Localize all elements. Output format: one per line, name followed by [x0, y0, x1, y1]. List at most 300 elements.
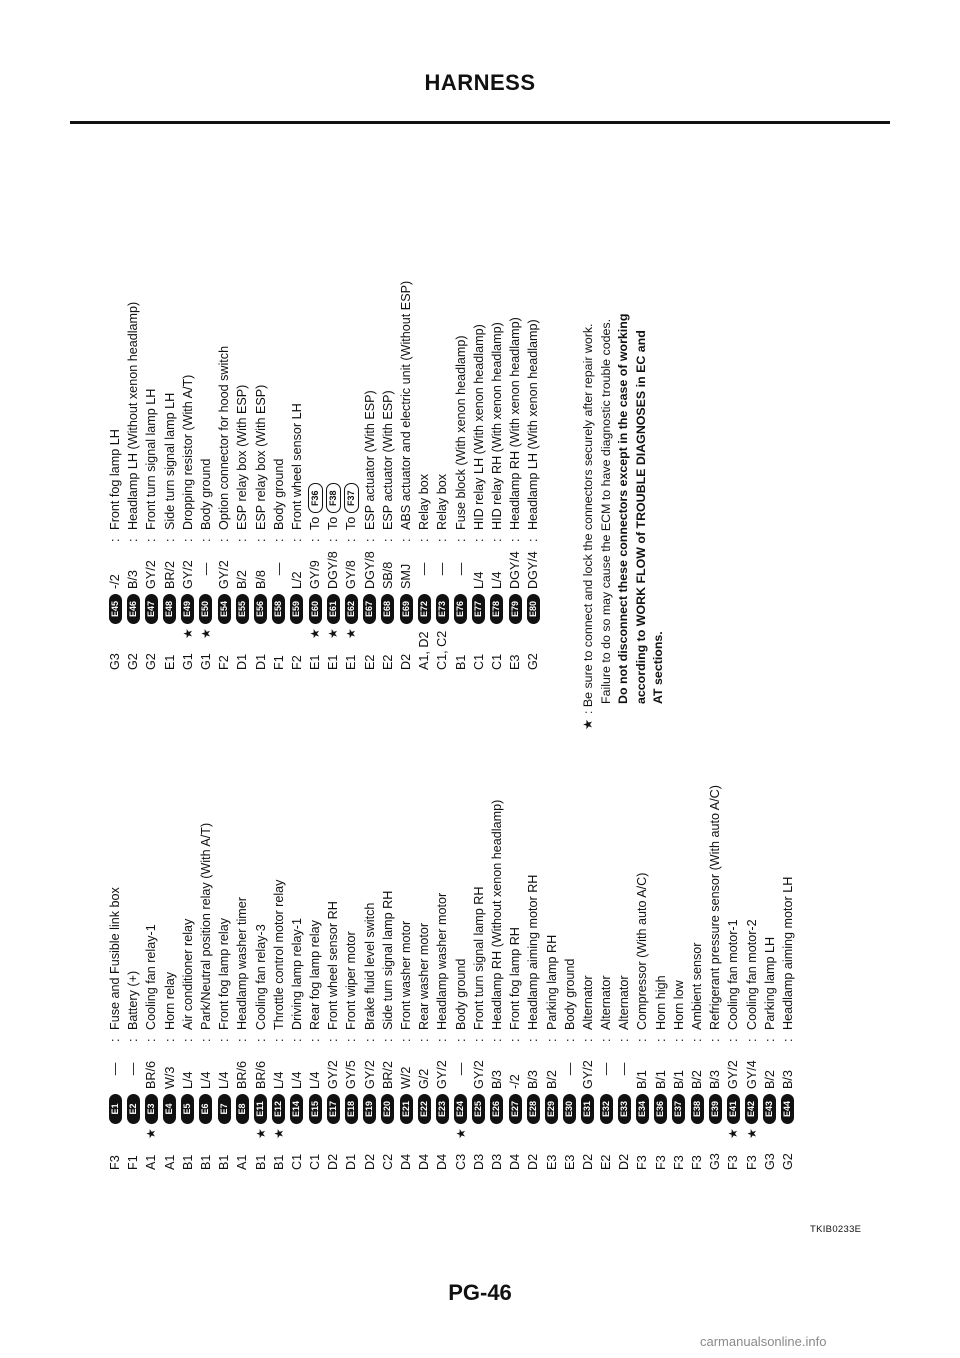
description-text: Headlamp RH (Without xenon headlamp)	[489, 799, 504, 1030]
connector-badge: E78	[490, 594, 503, 624]
grid-location: F3	[635, 1155, 650, 1170]
connector-badge: E24	[454, 1094, 467, 1124]
wire-spec: BR/2	[162, 561, 177, 589]
separator: :	[399, 1038, 413, 1042]
grid-location: F3	[690, 1155, 704, 1170]
grid-location: E1	[326, 654, 341, 670]
connector-description	[488, 322, 506, 530]
connector-badge: E69	[400, 594, 413, 624]
grid-location: E3	[508, 654, 523, 670]
description-text: ESP actuator (With ESP)	[362, 390, 377, 530]
wire-spec: L/4	[289, 1071, 304, 1089]
connector-description	[415, 474, 433, 530]
description-text: Headlamp aiming motor LH	[780, 876, 795, 1030]
connector-badge: E28	[527, 1094, 540, 1124]
separator: :	[144, 1038, 159, 1042]
description-text: Cooling fan relay-1	[144, 924, 159, 1030]
star-icon: ★	[271, 1128, 286, 1139]
grid-location: C3	[453, 1153, 468, 1170]
connector-description	[324, 901, 342, 1030]
description-text: Front fog lamp RH	[508, 927, 523, 1030]
grid-location: G3	[108, 653, 122, 670]
connector-description	[270, 880, 288, 1030]
separator: :	[671, 1038, 686, 1042]
grid-location: E2	[362, 654, 377, 670]
description-text: Headlamp aiming motor RH	[526, 874, 541, 1030]
wire-spec: DGY/4	[526, 551, 541, 589]
separator: :	[144, 538, 159, 542]
header-rule	[70, 121, 890, 124]
connector-badge: E22	[418, 1094, 431, 1124]
connector-description	[252, 924, 270, 1030]
separator: :	[635, 1038, 650, 1042]
separator: :	[471, 538, 486, 542]
separator: :	[471, 1038, 486, 1042]
connector-description	[706, 785, 724, 1030]
separator: :	[744, 1038, 759, 1042]
grid-location: F1	[271, 655, 286, 670]
wire-spec: GY/2	[726, 1060, 741, 1089]
connector-description	[688, 943, 706, 1031]
separator: :	[417, 1038, 432, 1042]
connector-description	[124, 971, 142, 1030]
connector-badge: E18	[345, 1094, 358, 1124]
wire-spec: GY/8	[344, 560, 359, 589]
connector-description	[397, 921, 415, 1030]
grid-location: G3	[762, 1153, 777, 1170]
watermark: carmanualsonline.info	[700, 1334, 827, 1349]
grid-location: E3	[562, 1154, 577, 1170]
description-text: Headlamp washer motor	[435, 892, 450, 1030]
description-text: Air conditioner relay	[180, 918, 195, 1030]
connector-badge: E61	[327, 594, 340, 624]
wire-spec: GY/4	[744, 1060, 759, 1089]
grid-location: F3	[653, 1155, 668, 1170]
wire-spec: DGY/8	[326, 551, 341, 589]
connector-description	[379, 891, 397, 1030]
wire-spec: GY/5	[344, 1060, 359, 1089]
separator: :	[162, 1038, 177, 1042]
connector-description	[543, 935, 561, 1030]
connector-description	[270, 459, 288, 530]
wire-spec: B/3	[126, 570, 141, 589]
wire-spec: GY/2	[580, 1060, 595, 1089]
connector-description	[306, 920, 324, 1030]
connector-badge: E47	[145, 594, 158, 624]
separator: :	[562, 1038, 577, 1042]
separator: :	[326, 538, 341, 542]
connector-description	[179, 375, 197, 530]
wire-spec: —	[562, 1062, 577, 1076]
connector-description	[433, 893, 451, 1030]
star-icon: ★	[144, 1128, 159, 1139]
separator: :	[344, 1038, 359, 1042]
description-text: Cooling fan relay-3	[253, 924, 268, 1030]
description-text: Side turn signal lamp RH	[380, 890, 395, 1030]
connector-badge: E15	[309, 1094, 322, 1124]
wire-spec: DGY/8	[362, 551, 377, 589]
grid-location: E2	[599, 1154, 614, 1170]
star-icon: ★	[180, 628, 195, 639]
note-line: AT sections.	[651, 631, 666, 704]
connector-badge: E1	[109, 1094, 122, 1124]
grid-location: C1, C2	[435, 630, 450, 670]
separator: :	[326, 1038, 341, 1042]
description-text: ESP relay box (With ESP)	[235, 384, 250, 530]
description-text: Front wiper motor	[344, 931, 359, 1030]
description-text: Alternator	[599, 975, 614, 1030]
separator: :	[271, 538, 286, 542]
connector-badge: E36	[654, 1094, 667, 1124]
grid-location: G3	[708, 1153, 723, 1170]
connector-badge: E38	[691, 1094, 704, 1124]
grid-location: D4	[508, 1153, 523, 1170]
grid-location: E2	[380, 654, 395, 670]
star-icon: ★	[726, 1128, 741, 1139]
grid-location: D2	[617, 1153, 632, 1170]
connector-description	[324, 483, 342, 530]
wire-spec: GY/2	[435, 1060, 450, 1089]
connector-badge: E21	[400, 1094, 413, 1124]
connector-description	[743, 919, 761, 1030]
connector-badge: E80	[527, 594, 540, 624]
connector-badge: E7	[218, 1094, 231, 1124]
grid-location: D2	[326, 1153, 341, 1170]
grid-location: D1	[344, 1153, 359, 1170]
grid-location: G2	[126, 653, 141, 670]
grid-location: B1	[198, 1154, 213, 1170]
description-text: Parking lamp LH	[762, 936, 777, 1030]
connector-badge: E77	[472, 594, 485, 624]
connector-badge: E25	[472, 1094, 485, 1124]
grid-location: F3	[726, 1155, 741, 1170]
wire-spec: L/4	[308, 1071, 323, 1089]
description-text: To	[326, 516, 341, 530]
separator: :	[271, 1038, 286, 1042]
grid-location: F2	[217, 655, 232, 670]
connector-description	[579, 975, 597, 1030]
connector-badge: E8	[236, 1094, 249, 1124]
connector-description	[361, 390, 379, 530]
separator: :	[217, 538, 232, 542]
note-line: Do not disconnect these connectors except in the case of working	[616, 313, 631, 704]
connector-badge: E30	[563, 1094, 576, 1124]
separator: :	[580, 1038, 595, 1042]
description-text: Horn low	[671, 980, 686, 1030]
note-line: : Be sure to connect and lock the connectors securely after repair work.	[581, 323, 595, 714]
wire-spec: —	[599, 1062, 614, 1076]
connector-badge: E34	[636, 1094, 649, 1124]
grid-location: A1	[144, 1154, 159, 1170]
wire-spec: B/3	[780, 1070, 795, 1089]
separator: :	[489, 538, 504, 542]
grid-location: F1	[126, 1155, 141, 1170]
wire-spec: GY/2	[362, 1060, 377, 1089]
wire-spec: —	[617, 1062, 632, 1076]
grid-location: C2	[380, 1153, 395, 1170]
connector-badge: E12	[272, 1094, 285, 1124]
connector-badge: E41	[727, 1094, 740, 1124]
description-text: Body ground	[453, 958, 468, 1030]
wire-spec: B/3	[708, 1070, 723, 1089]
description-text: Fuse and Fusible link box	[108, 887, 122, 1030]
wire-spec: B/1	[653, 1070, 668, 1089]
description-text: Park/Neutral position relay (With A/T)	[198, 822, 213, 1030]
page-number: PG-46	[448, 1280, 512, 1305]
connector-description	[197, 459, 215, 530]
wire-spec: —	[417, 562, 432, 576]
description-text: Driving lamp relay-1	[289, 918, 304, 1030]
grid-location: G2	[144, 653, 159, 670]
grid-location: C1	[471, 653, 486, 670]
separator: :	[180, 1038, 195, 1042]
description-text: Headlamp LH (With xenon headlamp)	[526, 319, 541, 530]
connector-description	[415, 923, 433, 1030]
grid-location: D2	[362, 1153, 377, 1170]
connector-badge: E56	[254, 594, 267, 624]
grid-location: D3	[489, 1153, 504, 1170]
connector-badge: E2	[127, 1094, 140, 1124]
connector-description	[452, 335, 470, 530]
wire-spec: B/3	[489, 1070, 504, 1089]
connector-description	[252, 385, 270, 530]
separator: :	[380, 538, 395, 542]
description-text: Horn relay	[162, 971, 177, 1030]
separator: :	[417, 538, 432, 542]
connector-badge: E60	[309, 594, 322, 624]
separator: :	[453, 1038, 468, 1042]
connector-description	[433, 474, 451, 530]
connector-description	[142, 389, 160, 530]
connector-badge: E76	[454, 594, 467, 624]
note-line: according to WORK FLOW of TROUBLE DIAGNOSES in EC and	[633, 330, 648, 704]
connector-badge: E29	[545, 1094, 558, 1124]
wire-spec: GY/2	[180, 560, 195, 589]
description-text: Alternator	[580, 975, 595, 1030]
grid-location: G1	[180, 653, 195, 670]
connector-badge: E72	[418, 594, 431, 624]
separator: :	[180, 538, 195, 542]
connector-badge: E14	[290, 1094, 303, 1124]
description-text: Option connector for hood switch	[217, 345, 232, 530]
separator: :	[435, 538, 450, 542]
connector-description	[724, 919, 742, 1030]
wire-spec: L/4	[198, 1071, 213, 1089]
connector-badge: E49	[181, 594, 194, 624]
connector-description	[561, 959, 579, 1030]
description-text: Front wheel sensor RH	[326, 901, 341, 1030]
connector-description	[779, 877, 797, 1030]
wire-spec: L/2	[289, 571, 304, 589]
wire-spec: SMJ	[399, 563, 413, 589]
wire-spec: GY/2	[471, 1060, 486, 1089]
description-text: ESP relay box (With ESP)	[253, 384, 268, 530]
wire-spec: L/4	[471, 571, 486, 589]
separator: :	[344, 538, 359, 542]
connector-badge: E43	[763, 1094, 776, 1124]
connector-description	[233, 385, 251, 530]
connector-description	[470, 887, 488, 1030]
separator: :	[108, 1038, 122, 1042]
description-text: To	[308, 516, 323, 530]
connector-description	[215, 918, 233, 1030]
description-text: Parking lamp RH	[544, 934, 559, 1030]
description-text: Side turn signal lamp LH	[162, 392, 177, 530]
description-text: Body ground	[198, 458, 213, 530]
grid-location: D4	[417, 1153, 432, 1170]
connector-description	[633, 873, 651, 1030]
connector-badge: E26	[490, 1094, 503, 1124]
wire-spec: L/4	[217, 1071, 232, 1089]
wire-spec: —	[108, 1062, 122, 1076]
wire-spec: GY/2	[144, 560, 159, 589]
connector-badge: E39	[709, 1094, 722, 1124]
wire-spec: GY/2	[217, 560, 232, 589]
grid-location: D2	[399, 653, 413, 670]
note-line: Failure to do so may cause the ECM to have diagnostic trouble codes.	[598, 318, 613, 704]
description-text: Body ground	[271, 458, 286, 530]
description-text: Horn high	[653, 975, 668, 1030]
star-icon: ★	[326, 628, 341, 639]
connector-description	[124, 302, 142, 530]
grid-location: D2	[526, 1153, 541, 1170]
connector-description	[524, 875, 542, 1030]
wire-spec: -/2	[508, 1074, 523, 1089]
wire-spec: B/2	[690, 1070, 704, 1089]
description-text: Compressor (With auto A/C)	[635, 872, 650, 1030]
grid-location: E1	[162, 654, 177, 670]
grid-location: B1	[217, 1154, 232, 1170]
separator: :	[762, 1038, 777, 1042]
grid-location: A1, D2	[417, 631, 432, 670]
star-icon: ★	[453, 1128, 468, 1139]
description-text: Front fog lamp relay	[217, 918, 232, 1030]
separator: :	[217, 1038, 232, 1042]
grid-location: D3	[471, 1153, 486, 1170]
separator: :	[380, 1038, 395, 1042]
grid-location: A1	[235, 1154, 250, 1170]
wire-spec: —	[453, 1062, 468, 1076]
connector-badge: E17	[327, 1094, 340, 1124]
connector-description	[197, 823, 215, 1030]
wire-spec: DGY/4	[508, 551, 523, 589]
connector-badge: E37	[672, 1094, 685, 1124]
description-text: Front wheel sensor LH	[289, 403, 304, 530]
description-text: Cooling fan motor-2	[744, 919, 759, 1030]
description-text: Brake fluid level switch	[362, 902, 377, 1030]
grid-location: D1	[253, 653, 268, 670]
wire-spec: BR/6	[253, 1061, 268, 1089]
star-icon: ★	[581, 718, 595, 730]
description-text: ABS actuator and electric unit (Without ESP)	[399, 280, 413, 530]
star-icon: ★	[344, 628, 359, 639]
page-title: HARNESS	[424, 70, 536, 95]
separator: :	[289, 1038, 304, 1042]
grid-location: D2	[580, 1153, 595, 1170]
connector-badge: E45	[109, 594, 122, 624]
grid-location: C1	[289, 1153, 304, 1170]
separator: :	[289, 538, 304, 542]
star-icon: ★	[744, 1128, 759, 1139]
connector-description	[379, 390, 397, 530]
description-text: Front washer motor	[399, 920, 413, 1030]
separator: :	[362, 538, 377, 542]
reference-connector-badge: F36	[308, 483, 323, 513]
separator: :	[162, 538, 177, 542]
connector-badge: E79	[509, 594, 522, 624]
separator: :	[308, 538, 323, 542]
connector-badge: E31	[581, 1094, 594, 1124]
wire-spec: BR/2	[380, 1061, 395, 1089]
separator: :	[308, 1038, 323, 1042]
description-text: Ambient sensor	[690, 942, 704, 1030]
separator: :	[726, 1038, 741, 1042]
wire-spec: B/2	[762, 1070, 777, 1089]
wire-spec: W/2	[399, 1066, 413, 1089]
separator: :	[653, 1038, 668, 1042]
connector-badge: E55	[236, 594, 249, 624]
connector-description	[670, 980, 688, 1030]
grid-location: D4	[399, 1153, 413, 1170]
separator: :	[599, 1038, 614, 1042]
connector-badge: E62	[345, 594, 358, 624]
grid-location: C1	[308, 1153, 323, 1170]
grid-location: B1	[271, 1154, 286, 1170]
connector-description	[506, 927, 524, 1030]
wire-spec: G/2	[417, 1068, 432, 1089]
separator: :	[198, 538, 213, 542]
description-text: Dropping resistor (With A/T)	[180, 374, 195, 530]
connector-badge: E20	[381, 1094, 394, 1124]
description-text: Cooling fan motor-1	[726, 919, 741, 1030]
connector-badge: E58	[272, 594, 285, 624]
description-text: Battery (+)	[126, 970, 141, 1030]
grid-location: A1	[162, 1154, 177, 1170]
grid-location: F3	[108, 1155, 122, 1170]
wire-spec: SB/8	[380, 561, 395, 589]
wire-spec: BR/6	[144, 1061, 159, 1089]
connector-description	[161, 972, 179, 1030]
connector-description	[761, 937, 779, 1030]
star-icon: ★	[198, 628, 213, 639]
separator: :	[108, 538, 122, 542]
connector-description	[233, 897, 251, 1030]
connector-description	[397, 281, 415, 530]
connector-description	[288, 918, 306, 1030]
connector-description	[106, 429, 124, 530]
separator: :	[453, 538, 468, 542]
separator: :	[435, 1038, 450, 1042]
description-text: Body ground	[562, 958, 577, 1030]
connector-badge: E46	[127, 594, 140, 624]
description-text: Front fog lamp LH	[108, 429, 122, 530]
connector-description	[615, 975, 633, 1030]
description-text: Headlamp RH (With xenon headlamp)	[508, 317, 523, 530]
separator: :	[617, 1038, 632, 1042]
grid-location: F2	[289, 655, 304, 670]
connector-badge: E67	[363, 594, 376, 624]
description-text: To	[344, 516, 359, 530]
connector-description	[215, 346, 233, 530]
separator: :	[708, 1038, 723, 1042]
connector-description	[306, 483, 324, 530]
grid-location: G2	[526, 653, 541, 670]
separator: :	[690, 1038, 704, 1042]
description-text: Front turn signal lamp RH	[471, 886, 486, 1030]
connector-description	[652, 975, 670, 1030]
grid-location: C1	[489, 653, 504, 670]
separator: :	[126, 1038, 141, 1042]
